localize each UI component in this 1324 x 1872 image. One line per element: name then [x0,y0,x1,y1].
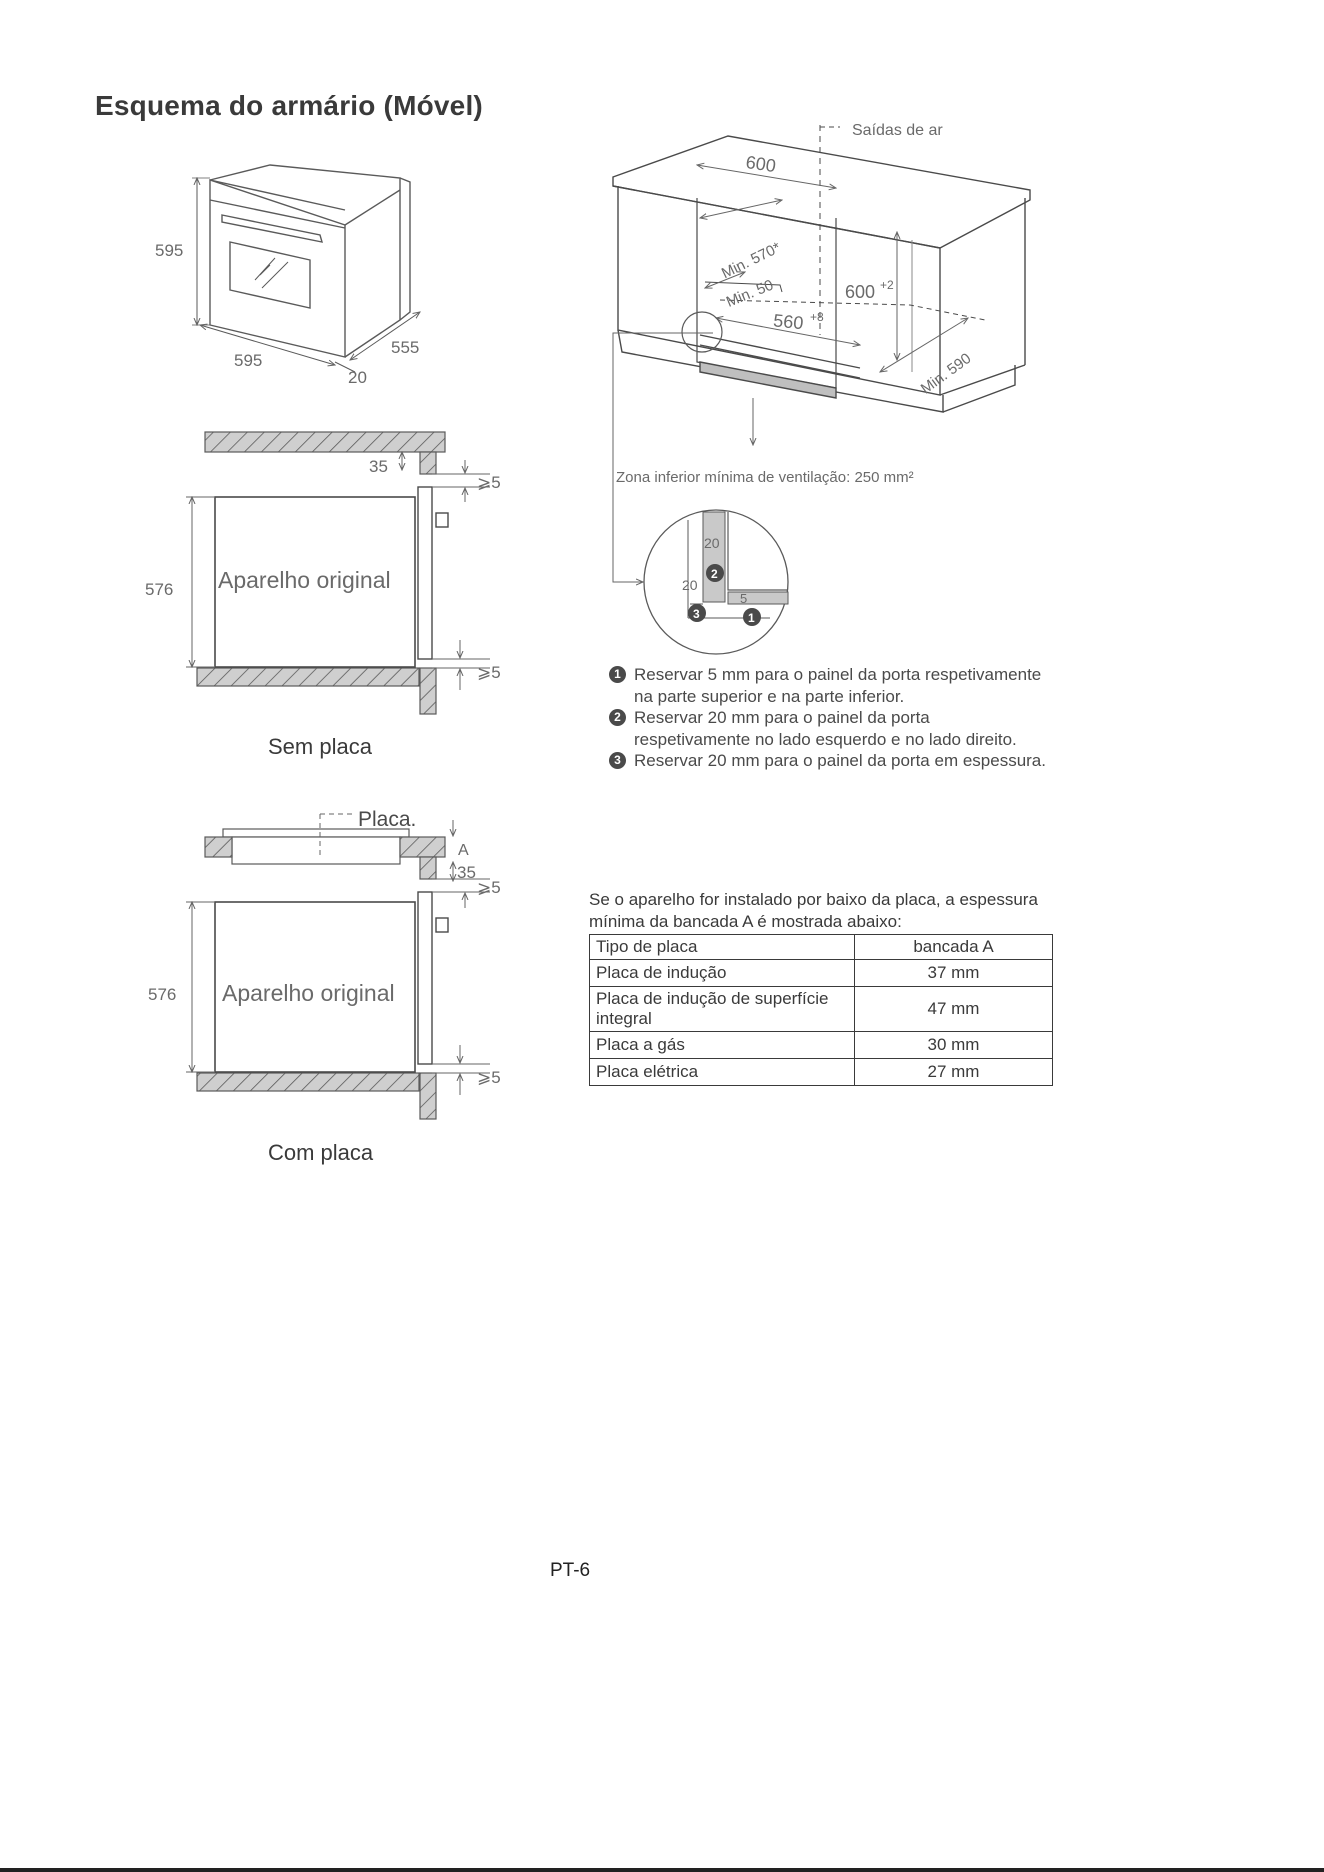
cabinet-height-tolerance: +2 [880,278,894,292]
table-cell: 27 mm [855,1059,1053,1086]
com-placa-height: 576 [148,985,177,1004]
note-item [608,664,1048,707]
inner-width-tolerance: +8 [810,310,824,324]
com-placa-worktop-label: A [458,842,469,859]
note-number: 2 [609,709,626,726]
notes-list [608,664,1048,772]
com-placa-appliance-label: Aparelho original [222,980,395,1006]
oven-door-label: 20 [348,368,367,387]
bottom-rule [0,1868,1324,1872]
detail-magnifier [644,510,788,654]
cabinet-height-label: 600 [845,282,876,302]
detail-bottom-gap: 5 [740,591,748,606]
detail-top-gap: 20 [704,535,720,551]
note-text: Reservar 5 mm para o painel da porta respetivamente na parte superior e na parte inferior. [634,665,1042,706]
table-row [590,960,1053,987]
min-gap-label: Min. 50 [723,276,776,311]
worktop-thickness-table [589,934,1053,1086]
table-cell: 30 mm [855,1032,1053,1059]
table-cell: 37 mm [855,960,1053,987]
sem-placa-top-gap: 35 [369,457,388,476]
page-title: Esquema do armário (Móvel) [95,90,483,121]
com-placa-drawing [186,814,490,1119]
oven-width-label: 595 [234,351,263,370]
table-intro: Se o aparelho for instalado por baixo da placa, a espessura mínima da bancada A é mostrada abaixo: [589,890,1038,931]
inner-width-label: 560 [772,310,805,334]
sem-placa-caption: Sem placa [268,734,372,759]
min-width-label: Min. 570* [718,239,784,283]
com-placa-top-gap: 35 [457,863,476,882]
oven-isometric-drawing [192,165,420,372]
table-cell: Placa de indução de superfície integral [590,987,855,1032]
sem-placa-top-clearance: ⩾5 [477,473,501,492]
note-number: 1 [609,666,626,683]
com-placa-bottom-clearance: ⩾5 [477,1068,501,1087]
ventilation-label: Zona inferior mínima de ventilação: 250 mm² [616,469,914,486]
com-placa-top-clearance: ⩾5 [477,878,501,897]
note-text: Reservar 20 mm para o painel da porta em espessura. [634,751,1046,770]
sem-placa-appliance-label: Aparelho original [218,567,391,593]
table-row [590,987,1053,1032]
detail-mark-3: 3 [693,607,700,621]
air-vents-label: Saídas de ar [852,122,943,139]
sem-placa-height: 576 [145,580,174,599]
table-cell: Placa elétrica [590,1059,855,1086]
com-placa-caption: Com placa [268,1140,374,1165]
page-number: PT-6 [550,1560,591,1581]
table-header-worktop: bancada A [855,935,1053,960]
min-depth-label: Min. 590 [917,349,975,398]
table-row [590,1032,1053,1059]
com-placa-hob-label: Placa. [358,808,417,831]
table-header-row [590,935,1053,960]
note-item [608,707,1048,750]
oven-height-label: 595 [155,241,184,260]
note-text: Reservar 20 mm para o painel da porta respetivamente no lado esquerdo e no lado direito. [634,708,1017,749]
detail-mark-2: 2 [711,567,718,581]
note-item [608,750,1048,772]
oven-depth-label: 555 [391,338,420,357]
detail-mark-1: 1 [748,611,755,625]
table-row [590,1059,1053,1086]
table-header-hob-type: Tipo de placa [590,935,855,960]
sem-placa-bottom-clearance: ⩾5 [477,663,501,682]
cabinet-width-label: 600 [744,152,778,177]
cabinet-dimension-lines [613,165,968,582]
table-cell: Placa a gás [590,1032,855,1059]
table-cell: Placa de indução [590,960,855,987]
detail-side-gap: 20 [682,577,698,593]
note-number: 3 [609,752,626,769]
cabinet-isometric-drawing [613,125,1030,412]
table-cell: 47 mm [855,987,1053,1032]
